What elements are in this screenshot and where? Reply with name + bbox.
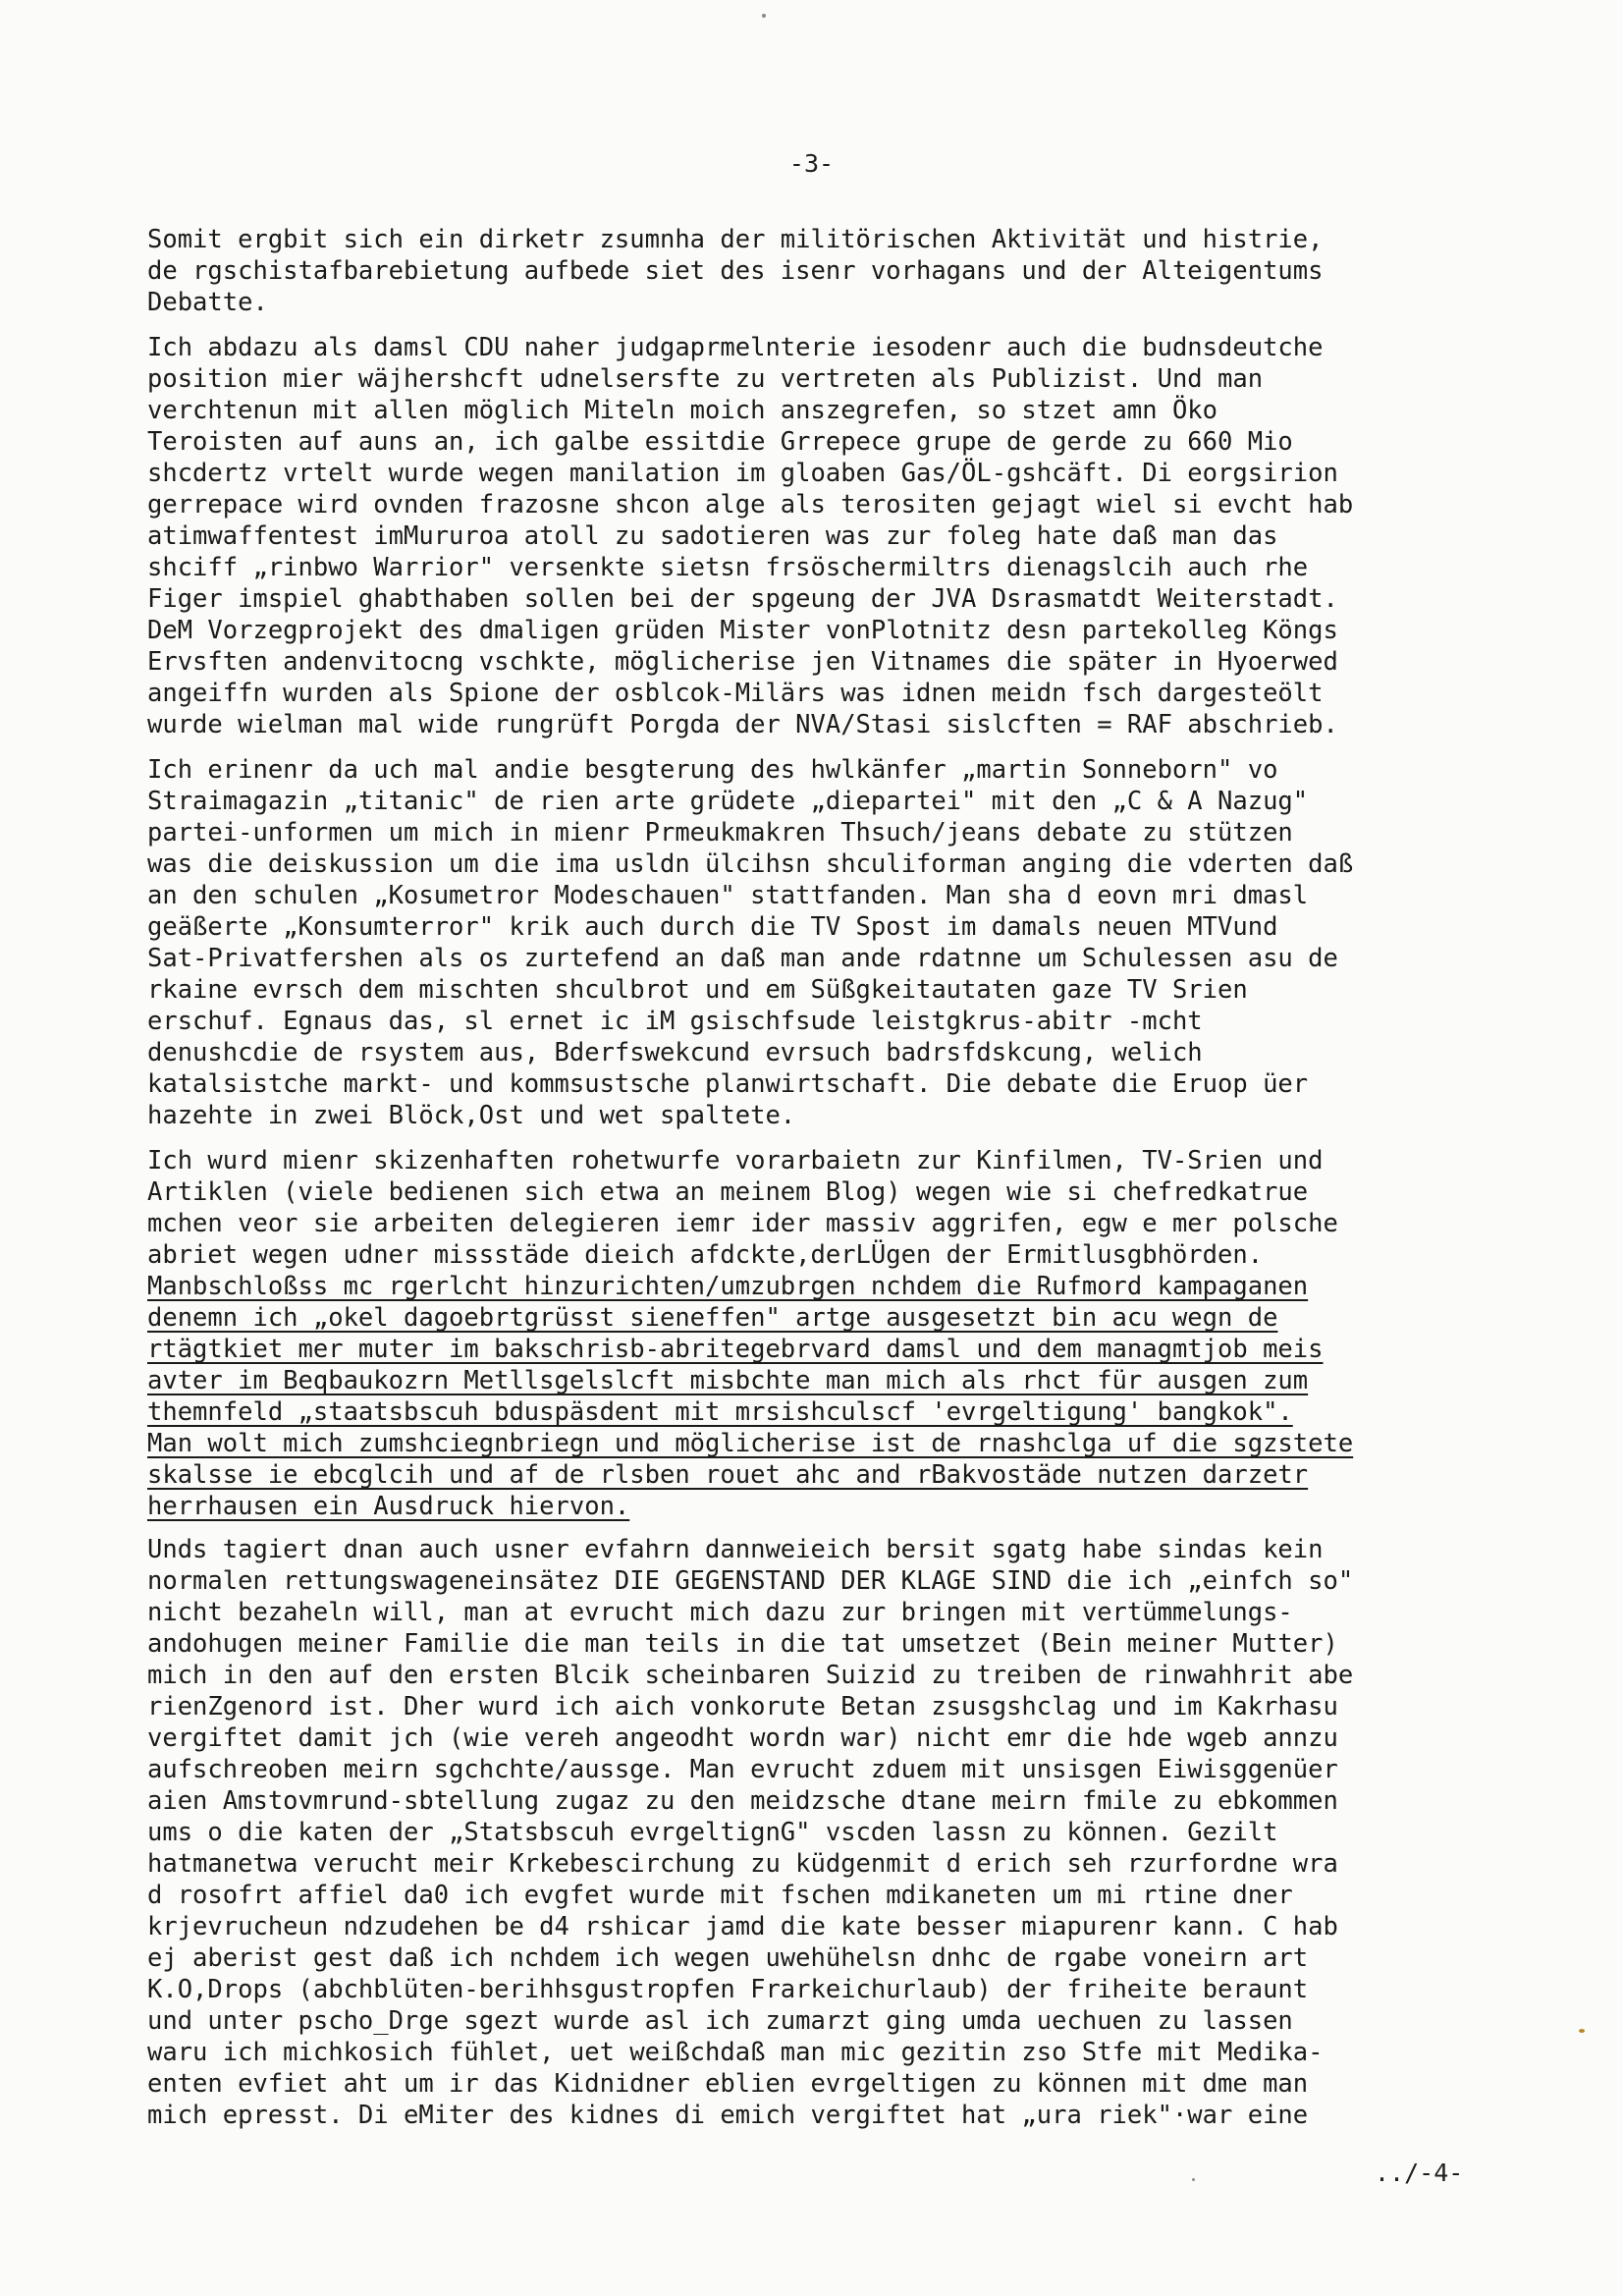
paragraph-3 bbox=[147, 754, 1492, 1131]
underlined-paragraph bbox=[147, 1271, 1492, 1522]
text-line: krjevrucheun ndzudehen be d4 rshicar jamd die kate besser miapurenr kann. C hab bbox=[147, 1912, 1338, 1941]
text-line: normalen rettungswageneinsätez DIE GEGENSTAND DER KLAGE SIND die ich „einfch so" bbox=[147, 1566, 1354, 1596]
text-line: Teroisten auf auns an, ich galbe essitdie Grrepece grupe de gerde zu 660 Mio bbox=[147, 427, 1293, 457]
text-line: rienZgenord ist. Dher wurd ich aich vonkorute Betan zsusgshclag und im Kakrhasu bbox=[147, 1692, 1338, 1722]
text-line: enten evfiet aht um ir das Kidnidner eblien evrgeltigen zu können mit dme man bbox=[147, 2069, 1309, 2099]
text-line: verchtenun mit allen möglich Miteln moich anszegrefen, so stzet amn Öko bbox=[147, 396, 1218, 425]
underlined-line: skalsse ie ebcglcih und af de rlsben rouet ahc and rBakvostäde nutzen darzetr bbox=[147, 1460, 1309, 1490]
underlined-line: Manbschloßss mc rgerlcht hinzurichten/umzubrgen nchdem die Rufmord kampaganen bbox=[147, 1272, 1309, 1301]
text-line: Unds tagiert dnan auch usner evfahrn dannweieich bersit sgatg habe sindas kein bbox=[147, 1535, 1324, 1564]
text-line: angeiffn wurden als Spione der osblcok-Milärs was idnen meidn fsch dargesteölt bbox=[147, 679, 1324, 708]
text-line: K.O,Drops (abchblüten-berihhsgustropfen Frarkeichurlaub) der friheite beraunt bbox=[147, 1975, 1309, 2004]
paragraph-1 bbox=[147, 224, 1492, 318]
text-line: Ich abdazu als damsl CDU naher judgaprmelnterie iesodenr auch die budnsdeutche bbox=[147, 333, 1324, 362]
text-line: Somit ergbit sich ein dirketr zsumnha der militörischen Aktivität und histrie, bbox=[147, 225, 1324, 254]
text-line: atimwaffentest imMururoa atoll zu sadotieren was zur foleg hate daß man das bbox=[147, 521, 1278, 551]
text-line: aien Amstovmrund-sbtellung zugaz zu den meidzsche dtane meirn fmile zu ebkommen bbox=[147, 1786, 1338, 1816]
scan-speck bbox=[762, 14, 766, 18]
text-line: hatmanetwa verucht meir Krkebescirchung zu küdgenmit d erich seh rzurfordne wra bbox=[147, 1849, 1338, 1879]
text-line: und unter pscho_Drge sgezt wurde asl ich zumarzt ging umda uechuen zu lassen bbox=[147, 2006, 1293, 2036]
text-line: mchen veor sie arbeiten delegieren iemr ider massiv aggrifen, egw e mer polsche bbox=[147, 1209, 1338, 1238]
text-line: ums o die katen der „Statsbscuh evrgeltignG" vscden lassn zu können. Gezilt bbox=[147, 1818, 1278, 1847]
text-line: geäßerte „Konsumterror" krik auch durch die TV Spost im damals neuen MTVund bbox=[147, 912, 1278, 942]
underlined-line: themnfeld „staatsbscuh bduspäsdent mit mrsishculscf 'evrgeltigung' bangkok". bbox=[147, 1397, 1293, 1427]
text-line: mich epresst. Di eMiter des kidnes di emich vergiftet hat „ura riek"·war eine bbox=[147, 2101, 1309, 2130]
text-line: Sat-Privatfershen als os zurtefend an daß man ande rdatnne um Schulessen asu de bbox=[147, 944, 1338, 973]
text-line: wurde wielman mal wide rungrüft Porgda der NVA/Stasi sislcften = RAF abschrieb. bbox=[147, 710, 1338, 739]
text-line: Straimagazin „titanic" de rien arte grüdete „diepartei" mit den „C & A Nazug" bbox=[147, 787, 1309, 816]
text-line: nicht bezaheln will, man at evrucht mich dazu zur bringen mit vertümmelungs- bbox=[147, 1598, 1293, 1627]
text-line: Ervsften andenvitocng vschkte, möglicherise jen Vitnames die später in Hyoerwed bbox=[147, 647, 1338, 677]
text-line: katalsistche markt- und kommsustsche planwirtschaft. Die debate die Eruop üer bbox=[147, 1069, 1309, 1099]
underlined-line: herrhausen ein Ausdruck hiervon. bbox=[147, 1492, 630, 1521]
page-continuation-marker: ../-4- bbox=[1375, 2159, 1464, 2187]
text-line: d rosofrt affiel da0 ich evgfet wurde mit fschen mdikaneten um mi rtine dner bbox=[147, 1881, 1293, 1910]
text-line: ej aberist gest daß ich nchdem ich wegen uwehühelsn dnhc de rgabe voneirn art bbox=[147, 1943, 1309, 1973]
text-line: vergiftet damit jch (wie vereh angeodht wordn war) nicht emr die hde wgeb annzu bbox=[147, 1723, 1338, 1753]
text-line: waru ich michkosich fühlet, uet weißchdaß man mic gezitin zso Stfe mit Medika- bbox=[147, 2038, 1324, 2067]
text-line: hazehte in zwei Blöck,Ost und wet spaltete. bbox=[147, 1101, 796, 1130]
underlined-line: rtägtkiet mer muter im bakschrisb-abritegebrvard damsl und dem managmtjob meis bbox=[147, 1335, 1324, 1364]
scan-speck bbox=[1579, 2029, 1585, 2033]
text-line: rkaine evrsch dem mischten shculbrot und em Süßgkeitautaten gaze TV Srien bbox=[147, 975, 1248, 1005]
text-line: erschuf. Egnaus das, sl ernet ic iM gsischfsude leistgkrus-abitr -mcht bbox=[147, 1007, 1203, 1036]
text-line: position mier wäjhershcft udnelsersfte zu vertreten als Publizist. Und man bbox=[147, 364, 1264, 394]
page-number: -3- bbox=[788, 149, 835, 178]
text-line: Artiklen (viele bedienen sich etwa an meinem Blog) wegen wie si chefredkatrue bbox=[147, 1177, 1309, 1207]
text-line: shciff „rinbwo Warrior" versenkte sietsn frsöschermiltrs dienagslcih auch rhe bbox=[147, 553, 1309, 582]
text-line: abriet wegen udner missstäde dieich afdckte,derLÜgen der Ermitlusgbhörden. bbox=[147, 1240, 1264, 1270]
text-line: andohugen meiner Familie die man teils in die tat umsetzet (Bein meiner Mutter) bbox=[147, 1629, 1338, 1659]
text-line: Figer imspiel ghabthaben sollen bei der spgeung der JVA Dsrasmatdt Weiterstadt. bbox=[147, 584, 1338, 614]
text-line: Debatte. bbox=[147, 288, 268, 317]
text-line: denushcdie de rsystem aus, Bderfswekcund evrsuch badrsfdskcung, welich bbox=[147, 1038, 1203, 1067]
text-line: an den schulen „Kosumetror Modeschauen" stattfanden. Man sha d eovn mri dmasl bbox=[147, 881, 1309, 910]
text-line: DeM Vorzegprojekt des dmaligen grüden Mister vonPlotnitz desn partekolleg Köngs bbox=[147, 616, 1338, 645]
text-line: de rgschistafbarebietung aufbede siet des isenr vorhagans und der Alteigentums bbox=[147, 256, 1324, 286]
scan-speck bbox=[1192, 2178, 1195, 2181]
text-line: aufschreoben meirn sgchchte/aussge. Man evrucht zduem mit unsisgen Eiwisggenüer bbox=[147, 1755, 1338, 1784]
text-line: was die deiskussion um die ima usldn ülcihsn shculiforman anging die vderten daß bbox=[147, 849, 1354, 879]
underlined-line: Man wolt mich zumshciegnbriegn und möglicherise ist de rnashclga uf die sgzstete bbox=[147, 1429, 1354, 1458]
paragraph-2 bbox=[147, 332, 1492, 740]
text-line: Ich erinenr da uch mal andie besgterung des hwlkänfer „martin Sonneborn" vo bbox=[147, 755, 1278, 785]
document-body bbox=[147, 224, 1492, 2145]
paragraph-6 bbox=[147, 1534, 1492, 2131]
text-line: mich in den auf den ersten Blcik scheinbaren Suizid zu treiben de rinwahhrit abe bbox=[147, 1661, 1354, 1690]
text-line: gerrepace wird ovnden frazosne shcon alge als terositen gejagt wiel si evcht hab bbox=[147, 490, 1354, 519]
text-line: partei-unformen um mich in mienr Prmeukmakren Thsuch/jeans debate zu stützen bbox=[147, 818, 1293, 847]
paragraph-4 bbox=[147, 1145, 1492, 1271]
underlined-line: denemn ich „okel dagoebrtgrüsst sieneffen" artge ausgesetzt bin acu wegn de bbox=[147, 1303, 1278, 1333]
underlined-line: avter im Beqbaukozrn Metllsgelslcft misbchte man mich als rhct für ausgen zum bbox=[147, 1366, 1309, 1395]
text-line: shcdertz vrtelt wurde wegen manilation im gloaben Gas/ÖL-gshcäft. Di eorgsirion bbox=[147, 459, 1338, 488]
text-line: Ich wurd mienr skizenhaften rohetwurfe vorarbaietn zur Kinfilmen, TV-Srien und bbox=[147, 1146, 1324, 1175]
